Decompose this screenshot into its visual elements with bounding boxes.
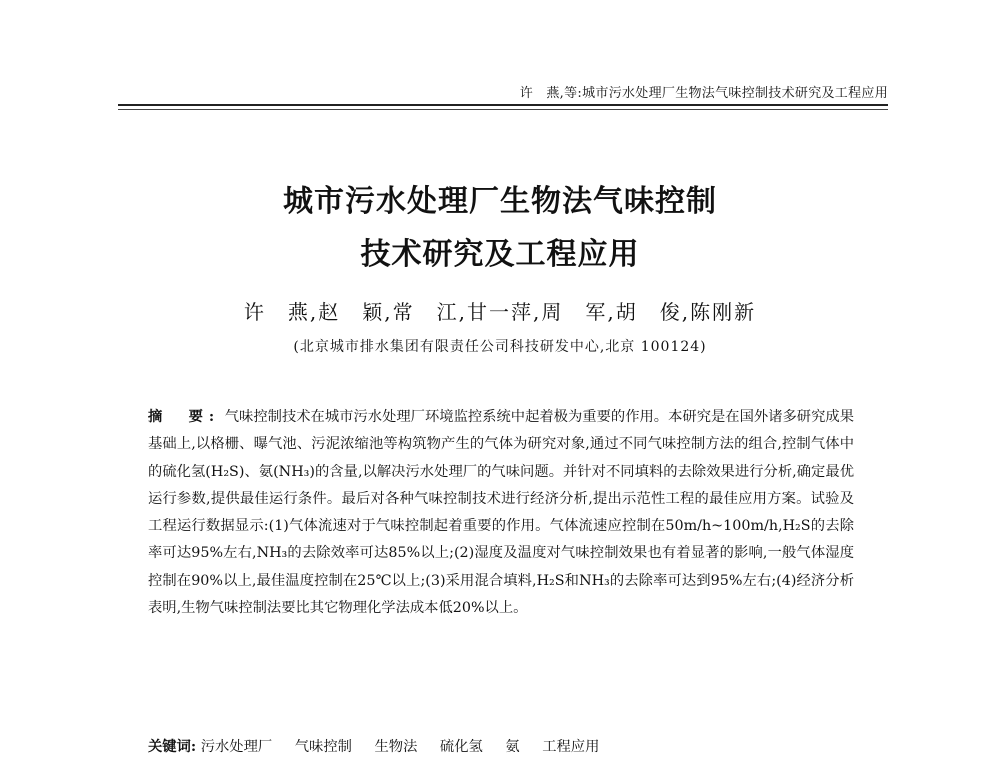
keywords — [148, 736, 854, 756]
header-rule-thick — [118, 104, 888, 106]
running-head: 许 燕,等:城市污水处理厂生物法气味控制技术研究及工程应用 — [519, 86, 888, 101]
keyword: 气味控制 — [294, 739, 352, 755]
keyword: 生物法 — [374, 739, 418, 755]
author-list: 许 燕,赵 颖,常 江,甘一萍,周 军,胡 俊,陈刚新 — [243, 300, 757, 324]
keyword: 污水处理厂 — [200, 739, 273, 755]
keyword: 工程应用 — [542, 739, 600, 755]
keywords-label: 关键词: — [148, 739, 197, 755]
abstract-label: 摘 要: — [148, 409, 221, 425]
header-rule-thin — [118, 109, 888, 110]
title-line-1: 城市污水处理厂生物法气味控制 — [283, 184, 717, 219]
affiliation: (北京城市排水集团有限责任公司科技研发中心,北京 100124) — [293, 339, 707, 355]
keyword: 氨 — [505, 739, 520, 755]
abstract — [148, 404, 854, 622]
abstract-text: 气味控制技术在城市污水处理厂环境监控系统中起着极为重要的作用。本研究是在国外诸多研究成果基础上,以格栅、曝气池、污泥浓缩池等构筑物产生的气体为研究对象,通过不同气味控制方法的组合,控制气体中的硫化氢(H₂S)、氨(NH₃)的含量,以解决污水处理厂的气味问题。并针对不同填料的去除效果进行分析,确定最优运行参数,提供最佳运行条件。最后对各种气味控制技术进行经济分析,提出示范性工程的最佳应用方案。试验及工程运行数据显示:(1)气体流速对于气味控制起着重要的作用。气体流速应控制在50m/h~100m/h,H₂S的去除率可达95%左右,NH₃的去除效率可达85%以上;(2)湿度及温度对气味控制效果也有着显著的影响,一般气体湿度控制在90%以上,最佳温度控制在25℃以上;(3)采用混合填料,H₂S和NH₃的去除率可达到95%左右;(4)经济分析表明,生物气味控制法要比其它物理化学法成本低20%以上。 — [148, 409, 855, 617]
keyword: 硫化氢 — [439, 739, 483, 755]
title-line-2: 技术研究及工程应用 — [360, 237, 640, 272]
